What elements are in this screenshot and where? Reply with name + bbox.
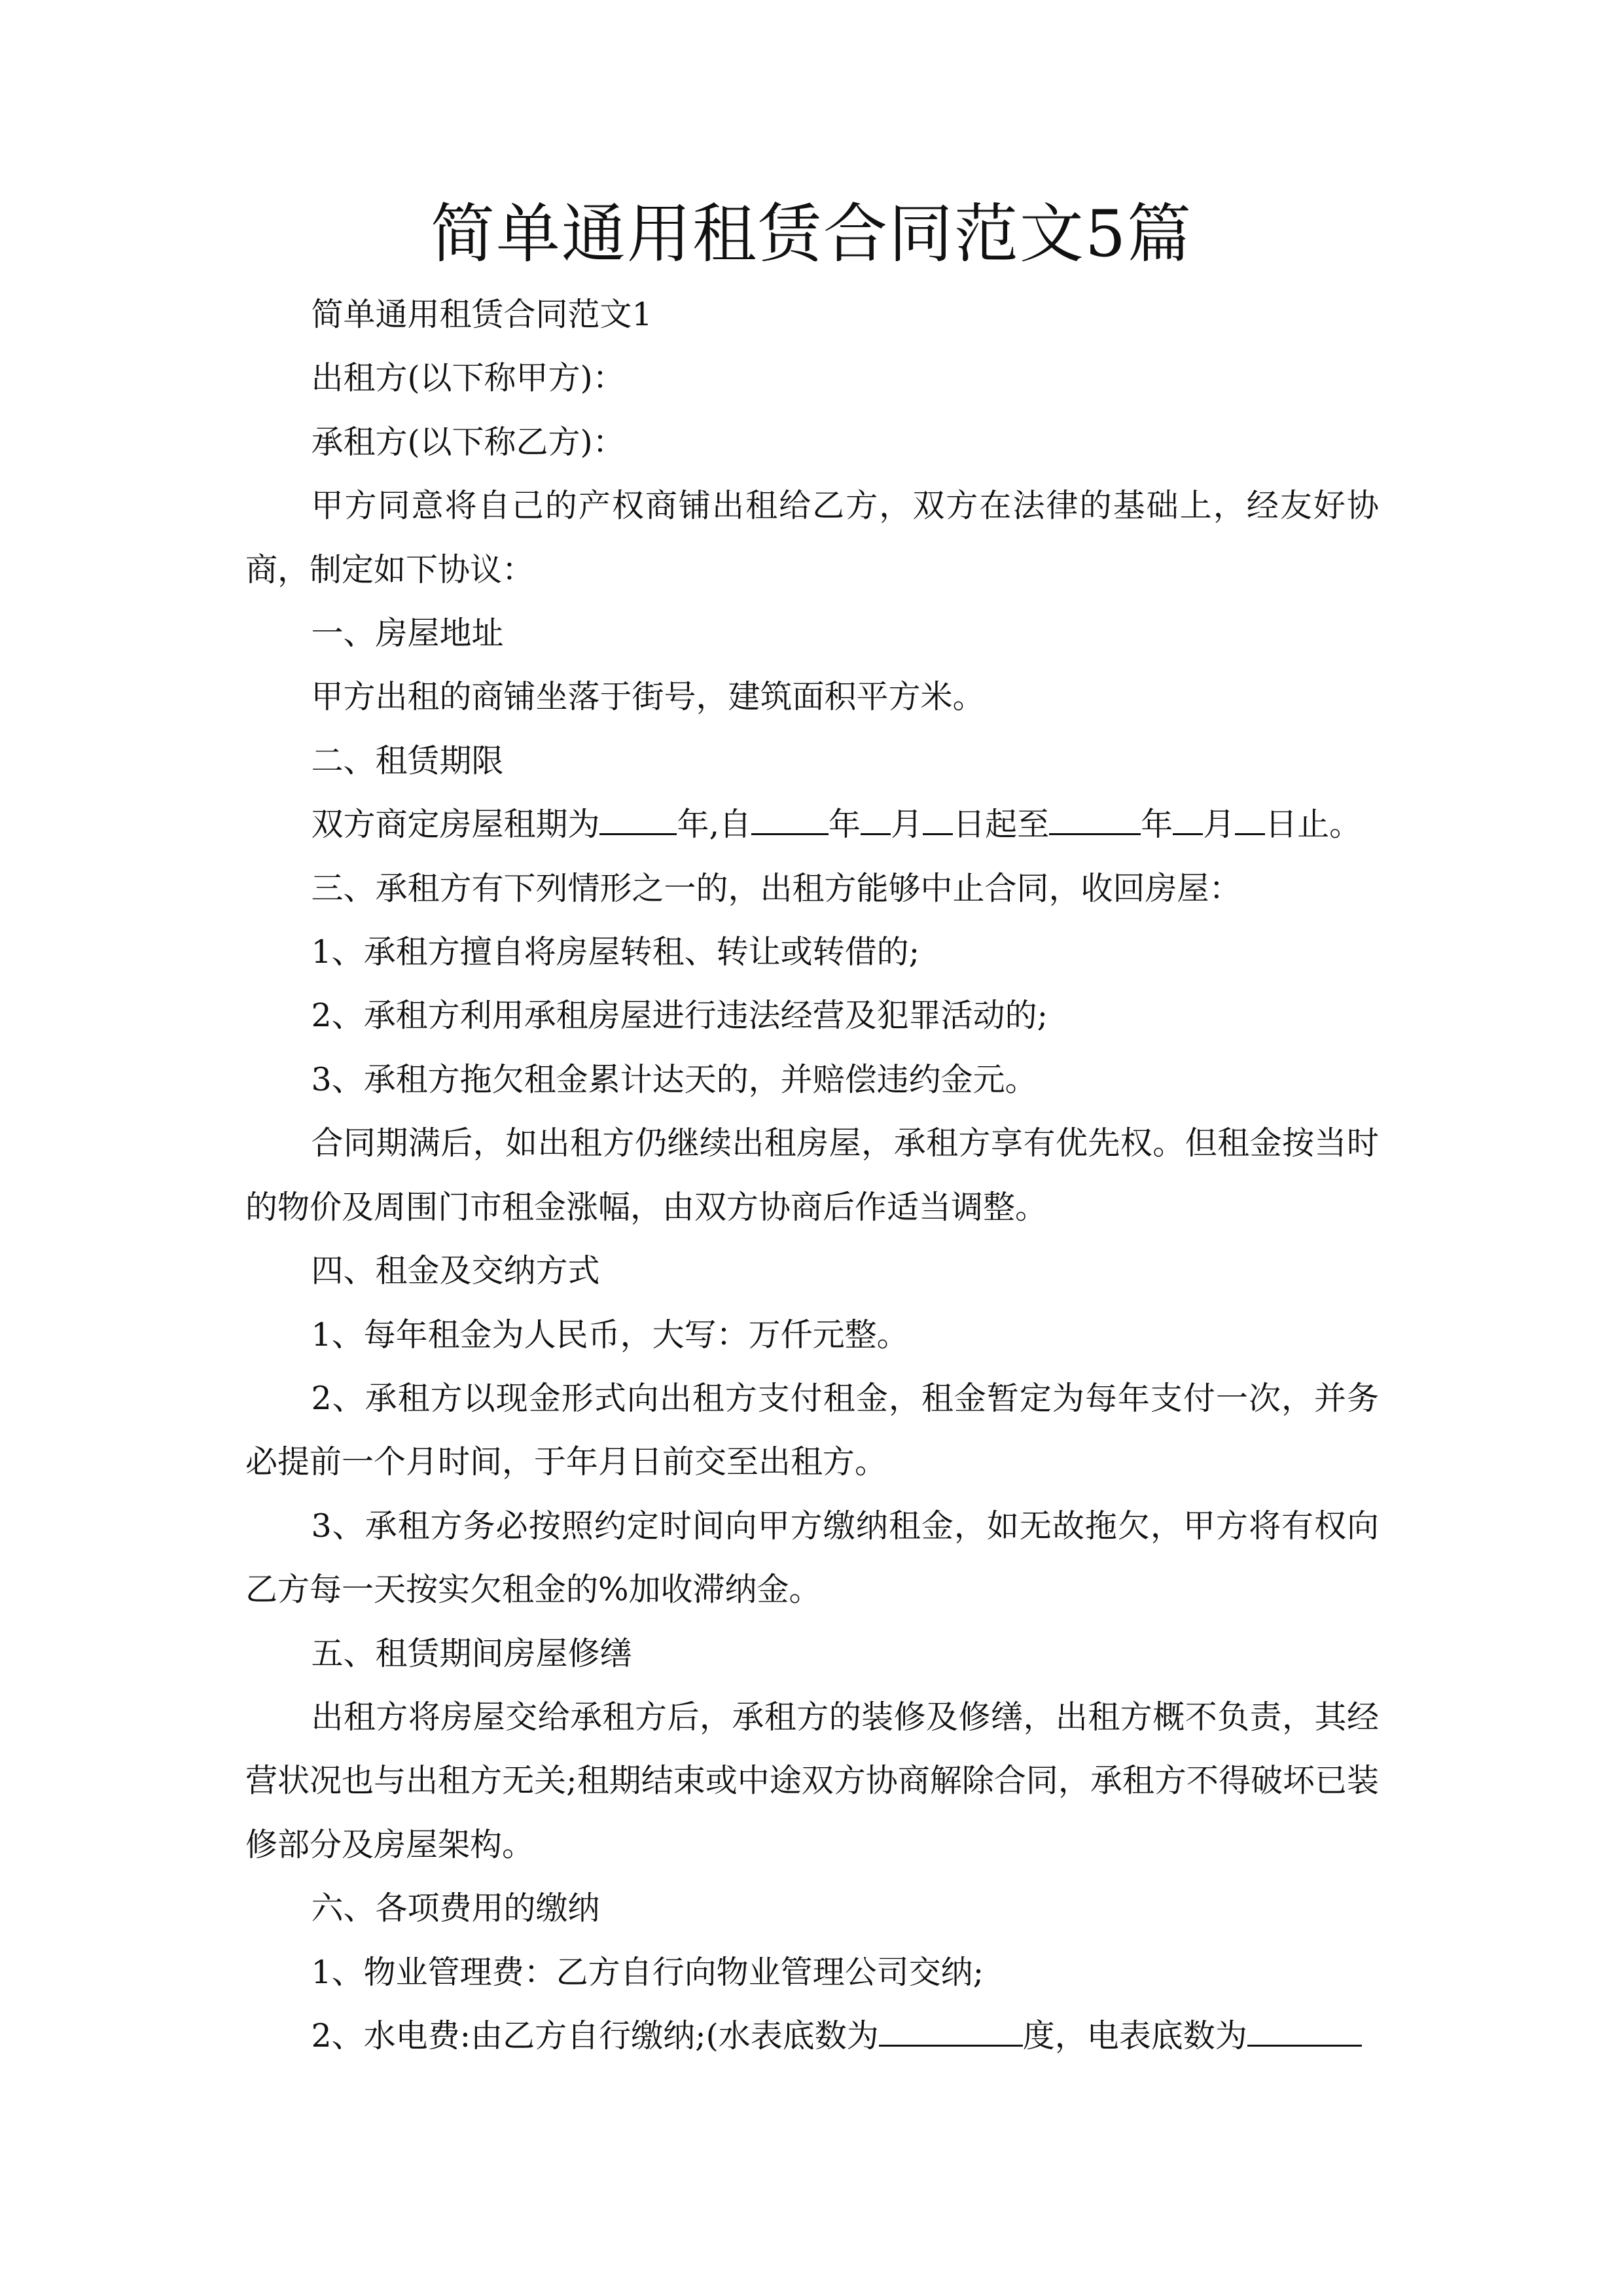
- utility-line: [245, 2004, 1379, 2068]
- blank-field: [751, 804, 829, 835]
- paragraph: 1、承租方擅自将房屋转租、转让或转借的;: [311, 933, 920, 971]
- text: 年: [829, 806, 861, 844]
- blank-field: [599, 804, 677, 835]
- text: 度，电表底数为: [1022, 2017, 1247, 2054]
- text: 2、水电费:由乙方自行缴纳;(水表底数为: [311, 2017, 879, 2054]
- blank-field: [1049, 804, 1141, 835]
- text: 年: [1141, 806, 1173, 844]
- paragraph: 出租方(以下称甲方)：: [311, 359, 625, 397]
- paragraph: 承租方(以下称乙方)：: [311, 423, 625, 461]
- text: 月: [891, 806, 923, 844]
- paragraph: 甲方出租的商铺坐落于街号，建筑面积平方米。: [311, 678, 985, 716]
- document-body: [245, 283, 1379, 2068]
- text: 年,自: [677, 806, 752, 844]
- paragraph: 三、承租方有下列情形之一的，出租方能够中止合同，收回房屋：: [311, 869, 1241, 907]
- blank-field: [879, 2016, 1023, 2047]
- paragraph: 2、承租方以现金形式向出租方支付租金，租金暂定为每年支付一次，并务必提前一个月时间，于年月日前交至出租方。: [245, 1379, 1379, 1481]
- paragraph: 1、物业管理费：乙方自行向物业管理公司交纳;: [311, 1953, 984, 1991]
- paragraph: 出租方将房屋交给承租方后，承租方的装修及修缮，出租方概不负责，其经营状况也与出租方无关;租期结束或中途双方协商解除合同，承租方不得破坏已装修部分及房屋架构。: [245, 1698, 1379, 1863]
- paragraph: 甲方同意将自己的产权商铺出租给乙方，双方在法律的基础上，经友好协商，制定如下协议：: [245, 487, 1379, 588]
- paragraph: 一、房屋地址: [311, 615, 504, 653]
- blank-field: [1173, 804, 1203, 835]
- blank-field: [923, 804, 953, 835]
- paragraph: 1、每年租金为人民币，大写：万仟元整。: [311, 1316, 909, 1354]
- paragraph: 四、租金及交纳方式: [311, 1252, 600, 1290]
- text: 月: [1203, 806, 1236, 844]
- blank-field: [1247, 2016, 1362, 2047]
- lease-term-line: [245, 793, 1379, 856]
- paragraph: 2、承租方利用承租房屋进行违法经营及犯罪活动的;: [311, 997, 1048, 1035]
- blank-field: [861, 804, 891, 835]
- paragraph: 简单通用租赁合同范文1: [311, 296, 652, 333]
- paragraph: 3、承租方拖欠租金累计达天的，并赔偿违约金元。: [311, 1060, 1037, 1098]
- document-title: 简单通用租赁合同范文5篇: [430, 197, 1193, 272]
- paragraph: 六、各项费用的缴纳: [311, 1890, 600, 1928]
- paragraph: 五、租赁期间房屋修缮: [311, 1634, 632, 1672]
- text: 日止。: [1265, 806, 1362, 844]
- paragraph: 二、租赁期限: [311, 742, 504, 780]
- text: 双方商定房屋租期为: [311, 806, 600, 844]
- paragraph: 合同期满后，如出租方仍继续出租房屋，承租方享有优先权。但租金按当时的物价及周围门市租金涨幅，由双方协商后作适当调整。: [245, 1124, 1379, 1226]
- paragraph: 3、承租方务必按照约定时间向甲方缴纳租金，如无故拖欠，甲方将有权向乙方每一天按实欠租金的%加收滞纳金。: [245, 1507, 1379, 1609]
- blank-field: [1235, 804, 1265, 835]
- text: 日起至: [953, 806, 1050, 844]
